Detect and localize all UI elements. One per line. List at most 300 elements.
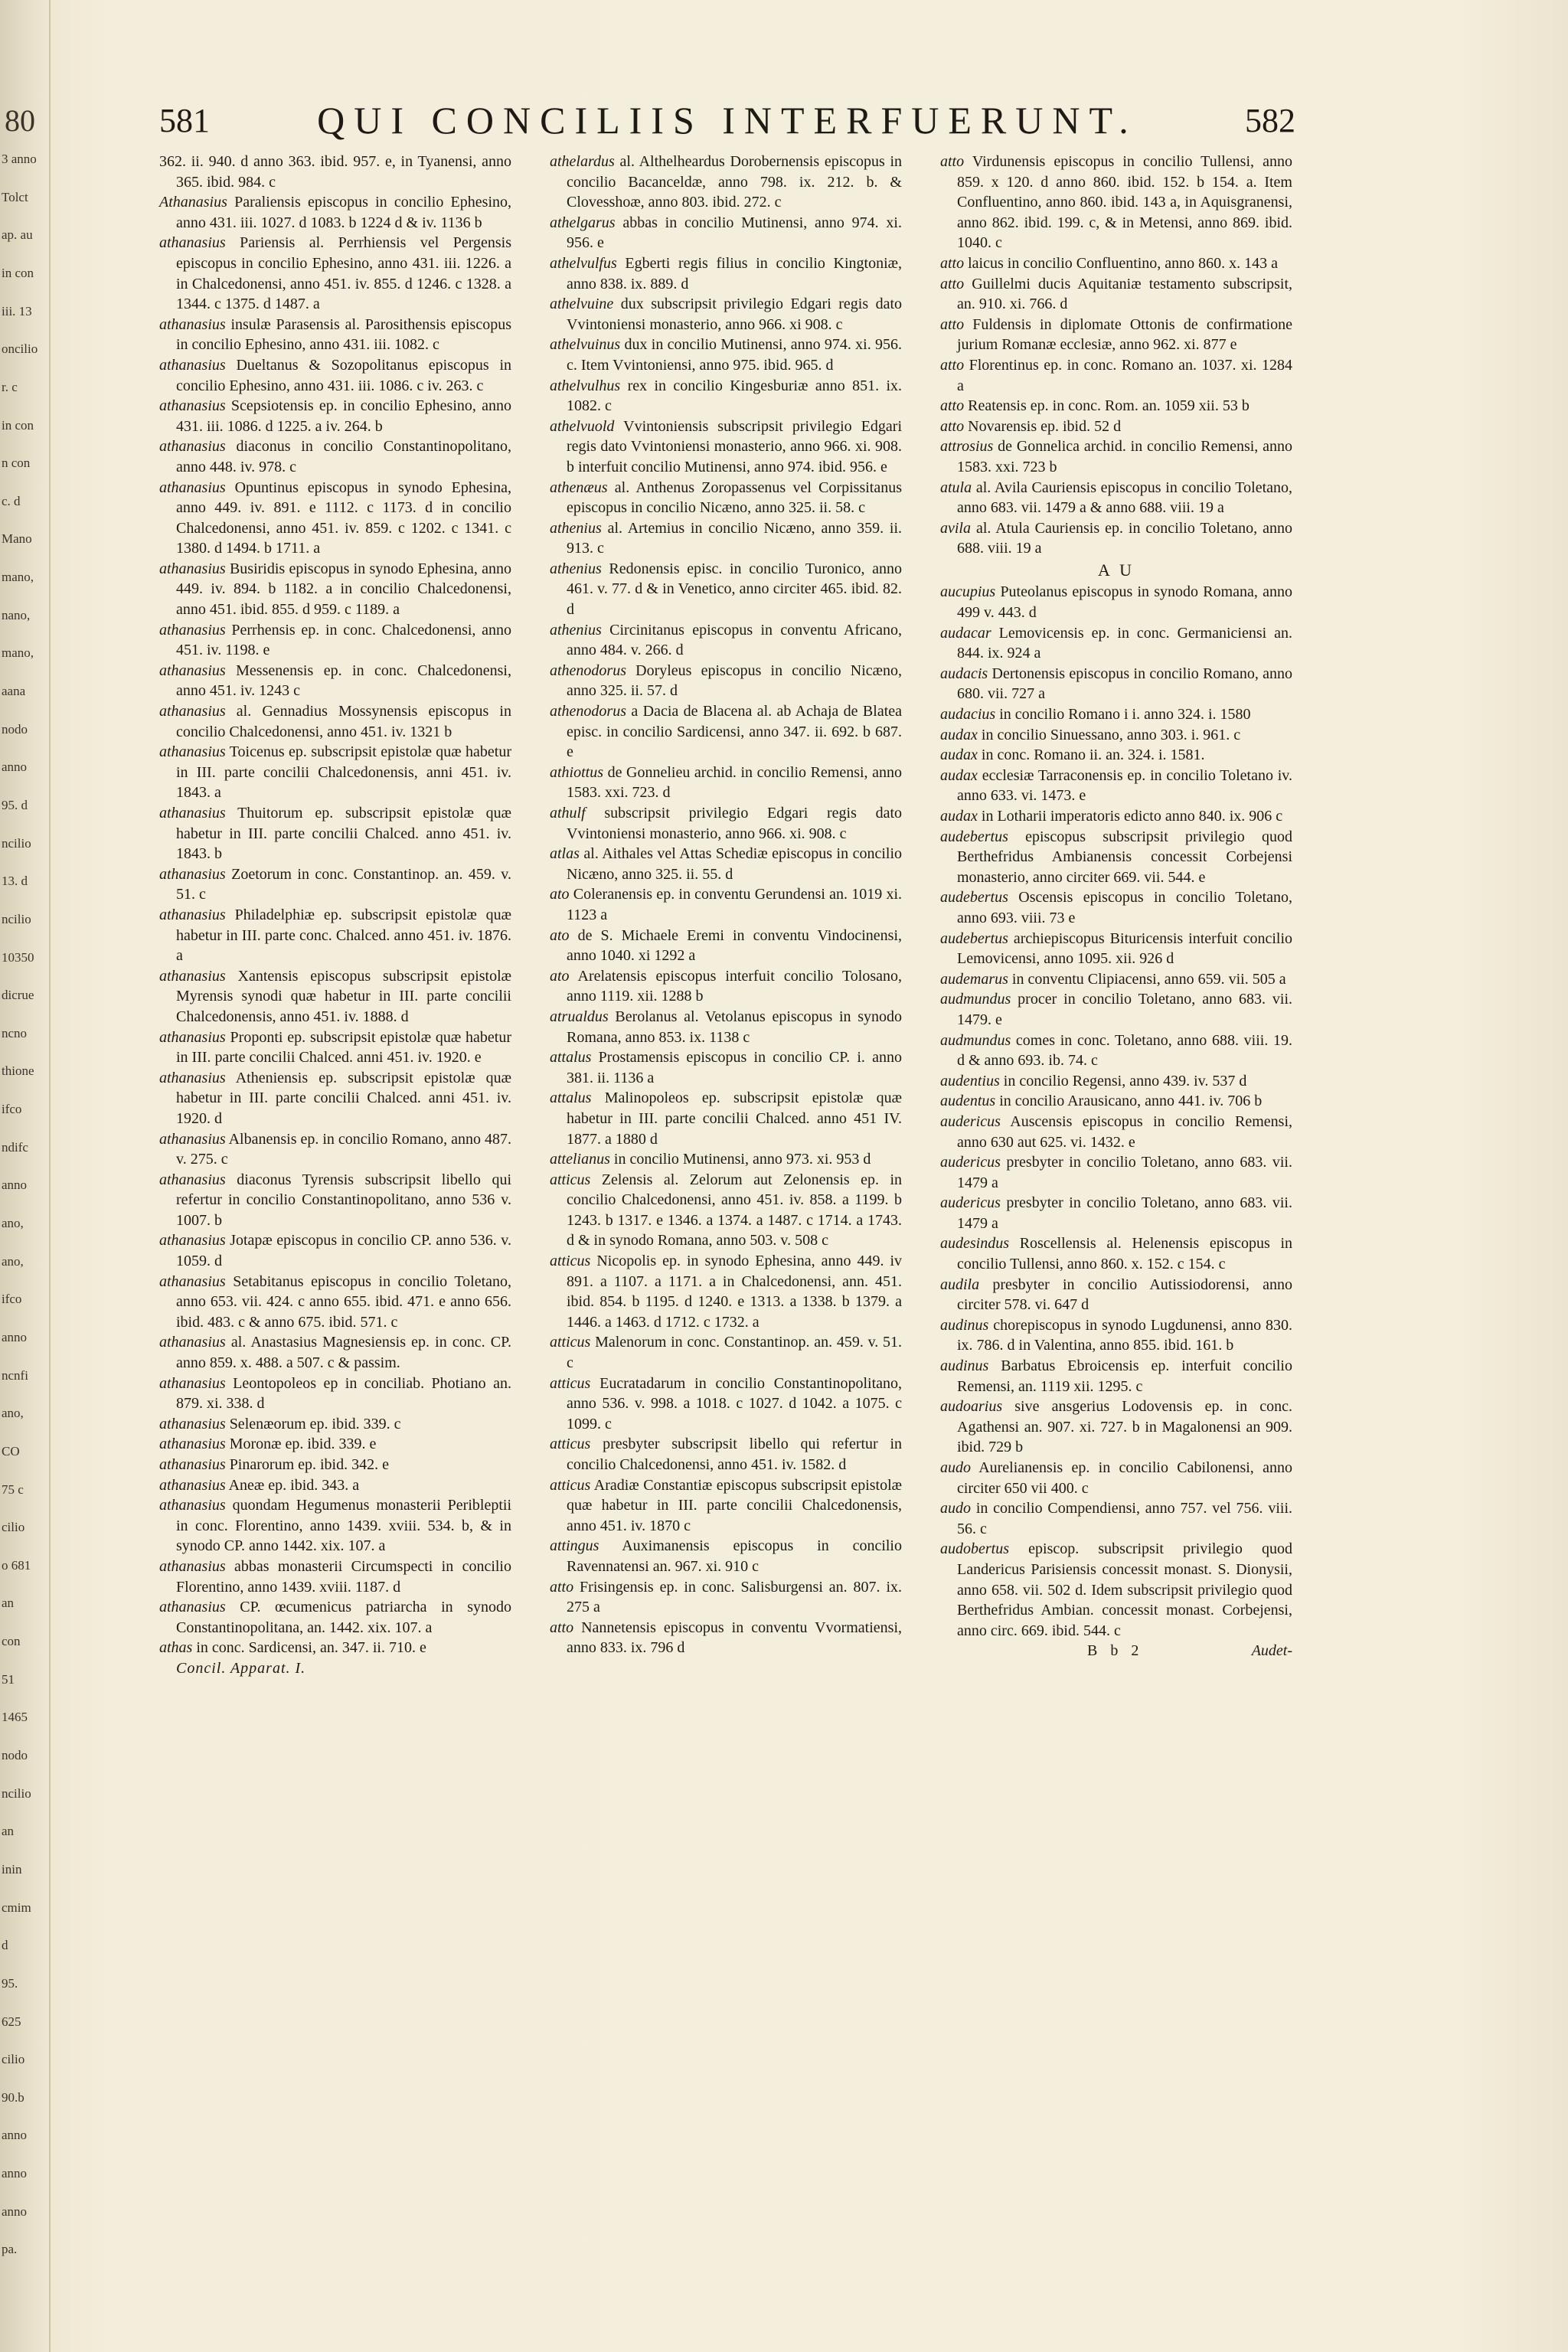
entry-text: presbyter subscripsit libello qui refertur in concilio Chalcedonensi, anno 451. iv. 1582. d xyxy=(567,1436,903,1473)
index-entry xyxy=(159,1557,511,1597)
entry-headword: athanasius xyxy=(159,1436,226,1453)
entry-text: Puteolanus episcopus in synodo Romana, anno 499 v. 443. d xyxy=(957,583,1292,622)
entry-headword: atticus xyxy=(550,1253,591,1270)
entry-text: Circinitanus episcopus in conventu Africano, anno 484. v. 266. d xyxy=(567,621,903,659)
entry-headword: atto xyxy=(940,153,965,170)
previous-page-fragment: o 681 xyxy=(2,1557,31,1573)
entry-headword: atticus xyxy=(550,1476,591,1494)
entry-text: de S. Michaele Eremi in conventu Vindocinensi, anno 1040. xi 1292 a xyxy=(567,926,902,965)
right-page-number: 582 xyxy=(1245,102,1295,139)
previous-page-fragment: anno xyxy=(2,760,28,775)
entry-headword: athanasius xyxy=(159,1374,226,1392)
entry-text: Malenorum in conc. Constantinop. an. 459. v. 51. c xyxy=(567,1334,903,1372)
running-title: QUI CONCILIIS INTERFUERUNT. xyxy=(317,99,1138,142)
previous-page-fragment: mano, xyxy=(2,645,34,661)
index-entry xyxy=(550,844,902,884)
entry-text: sive ansgerius Lodovensis ep. in conc. Agathensi an. 907. xi. 727. b in Magalonensi an 909. ibid. 729 b xyxy=(957,1398,1292,1456)
entry-headword: athelvulfus xyxy=(550,254,617,272)
entry-text: de Gonnelica archid. in concilio Remensi, anno 1583. xxi. 723 b xyxy=(957,438,1293,475)
previous-page-fragment: anno xyxy=(2,2128,28,2143)
previous-page-fragment: ndifc xyxy=(2,1139,28,1155)
index-entry xyxy=(940,396,1292,416)
previous-page-fragment: anno xyxy=(2,1178,28,1193)
entry-text: Aradiæ Constantiæ episcopus subscripsit epistolæ quæ habetur in III. parte concilii Chalcedonensis, anno 451. iv. 1870 c xyxy=(567,1476,902,1534)
previous-page-fragment: aana xyxy=(2,684,26,698)
previous-page-fragment: cmim xyxy=(2,1900,31,1915)
index-entry xyxy=(940,436,1292,477)
entry-text: insulæ Parasensis al. Parosithensis episcopus in concilio Ephesino, anno 431. iii. 1082. c xyxy=(176,315,511,354)
entry-headword: athanasius xyxy=(159,621,226,639)
entry-text: Aurelianensis ep. in concilio Cabilonensi, anno circiter 650 vii 400. c xyxy=(957,1459,1292,1497)
index-entry xyxy=(940,989,1292,1030)
index-entry xyxy=(940,1031,1292,1071)
entry-headword: athanasius xyxy=(159,1130,226,1148)
index-entry xyxy=(940,806,1292,827)
previous-page-fragment: mano, xyxy=(2,570,34,585)
index-entry xyxy=(940,887,1292,928)
index-entry xyxy=(550,253,902,294)
entry-text: dux subscripsit privilegio Edgari regis dato Vvintoniensi monasterio, anno 966. xi 908. c xyxy=(567,296,903,333)
previous-page-fragment: dicrue xyxy=(2,988,34,1003)
index-entry xyxy=(940,1275,1292,1315)
previous-page-fragment: in con xyxy=(2,265,34,280)
entry-text: Moronæ ep. ibid. 339. e xyxy=(229,1436,377,1453)
entry-headword: athelardus xyxy=(550,153,615,170)
index-entry xyxy=(940,478,1292,518)
index-entry xyxy=(550,620,902,661)
entry-text: ecclesiæ Tarraconensis ep. in concilio Toletano iv. anno 633. vi. 1473. e xyxy=(957,766,1292,805)
entry-text: abbas in concilio Mutinensi, anno 974. xi. 956. e xyxy=(567,214,902,252)
entry-text: Auscensis episcopus in concilio Remensi, anno 630 aut 625. vi. 1432. e xyxy=(957,1112,1293,1151)
index-entry xyxy=(940,1233,1292,1274)
entry-headword: athenodorus xyxy=(550,703,626,720)
index-entry xyxy=(940,1356,1292,1396)
entry-headword: audax xyxy=(940,726,978,743)
entry-text: archiepiscopus Bituricensis interfuit concilio Lemovicensi, anno 1095. xii. 926 d xyxy=(957,929,1292,968)
entry-text: Florentinus ep. in conc. Romano an. 1037. xi. 1284 a xyxy=(957,356,1292,394)
previous-page-number: 80 xyxy=(5,104,35,138)
entry-text: Thuitorum ep. subscripsit epistolæ quæ habetur in III. parte concilii Chalced. anno 451. iv. 1843. b xyxy=(176,805,511,863)
index-entry xyxy=(159,1475,511,1496)
entry-headword: athanasius xyxy=(159,703,226,720)
entry-headword: atticus xyxy=(550,1171,591,1188)
index-entry xyxy=(159,864,511,905)
entry-text: Barbatus Ebroicensis ep. interfuit concilio Remensi, an. 1119 xii. 1295. c xyxy=(957,1357,1292,1395)
entry-headword: audo xyxy=(940,1459,971,1476)
entry-headword: audmundus xyxy=(940,1031,1011,1049)
previous-page-fragment: iii. 13 xyxy=(2,303,32,318)
entry-headword: athanasius xyxy=(159,1069,226,1086)
previous-page-fragment: anno xyxy=(2,1329,28,1344)
index-entry xyxy=(940,1071,1292,1092)
previous-page-fragment: anno xyxy=(2,2203,28,2219)
previous-page-fragment: Mano xyxy=(2,531,32,547)
previous-page-fragment: pa. xyxy=(2,2242,18,2257)
entry-headword: athanasius xyxy=(159,315,226,333)
entry-headword: athanasius xyxy=(159,743,226,761)
entry-headword: audericus xyxy=(940,1194,1001,1212)
previous-page-fragment: ncilio xyxy=(2,835,31,851)
index-entry xyxy=(159,1272,511,1333)
entry-headword: ato xyxy=(550,886,570,903)
entry-headword: atlas xyxy=(550,845,580,863)
entry-headword: athanasius xyxy=(159,662,226,679)
entry-headword: athanasius xyxy=(159,906,226,923)
previous-page-fragment: 75 c xyxy=(2,1481,24,1497)
index-entry xyxy=(550,701,902,763)
index-entry xyxy=(550,763,902,803)
entry-headword: audebertus xyxy=(940,929,1008,947)
entry-headword: Athanasius xyxy=(159,194,227,211)
previous-page-fragment: cilio xyxy=(2,1520,25,1535)
entry-text: in concilio Mutinensi, anno 973. xi. 953 d xyxy=(613,1151,871,1168)
running-head xyxy=(159,98,1295,144)
index-entry xyxy=(550,1536,902,1576)
entry-headword: athanasius xyxy=(159,1171,226,1188)
entry-headword: audebertus xyxy=(940,828,1008,845)
entry-text: Arelatensis episcopus interfuit concilio Tolosano, anno 1119. xii. 1288 b xyxy=(567,967,902,1005)
index-entry xyxy=(940,582,1292,622)
index-entry xyxy=(159,1068,511,1129)
previous-page-fragment: 13. d xyxy=(2,874,28,889)
index-entry xyxy=(159,620,511,661)
index-entry xyxy=(940,1315,1292,1356)
entry-headword: athanasius xyxy=(159,865,226,883)
entry-headword: atto xyxy=(940,275,965,292)
entry-text: de Gonnelieu archid. in concilio Remensi, anno 1583. xxi. 723. d xyxy=(567,763,903,802)
signature-mark: B b 2 xyxy=(1087,1642,1144,1660)
entry-headword: attrosius xyxy=(940,438,994,456)
index-entry xyxy=(550,1007,902,1047)
index-entry xyxy=(159,905,511,966)
entry-headword: athelvuold xyxy=(550,417,615,435)
entry-text: presbyter in concilio Toletano, anno 683. vii. 1479 a xyxy=(957,1194,1292,1232)
entry-text: in concilio Sinuessano, anno 303. i. 961. c xyxy=(981,726,1241,743)
index-entry xyxy=(940,1396,1292,1458)
entry-headword: atticus xyxy=(550,1436,591,1453)
entry-headword: attalus xyxy=(550,1089,592,1107)
index-entry xyxy=(940,1112,1292,1152)
entry-text: Perrhensis ep. in conc. Chalcedonensi, anno 451. iv. 1198. e xyxy=(176,621,511,659)
entry-text: in concilio Romano i i. anno 324. i. 1580 xyxy=(999,706,1251,724)
index-entry xyxy=(159,1597,511,1638)
catchword: Audet- xyxy=(1251,1642,1292,1660)
entry-text: Doryleus episcopus in concilio Nicæno, anno 325. ii. 57. d xyxy=(567,662,902,700)
entry-text: Fuldensis in diplomate Ottonis de confirmatione jurium Romanæ ecclesiæ, anno 962. xi. 877 e xyxy=(957,315,1293,354)
index-entry xyxy=(940,704,1292,725)
previous-page-fragment: ifco xyxy=(2,1292,22,1307)
index-entry xyxy=(550,1374,902,1435)
index-entry xyxy=(159,1374,511,1414)
entry-headword: atto xyxy=(940,397,965,415)
index-entry xyxy=(550,213,902,253)
entry-text: Selenæorum ep. ibid. 339. c xyxy=(229,1415,401,1432)
previous-page-fragment: ncno xyxy=(2,1025,28,1040)
volume-footer: Concil. Apparat. I. xyxy=(176,1659,306,1677)
entry-headword: athanasius xyxy=(159,1476,226,1494)
entry-headword: ato xyxy=(550,926,570,944)
entry-headword: athanasius xyxy=(159,805,226,822)
index-entry xyxy=(940,1498,1292,1539)
entry-text: Lemovicensis ep. in conc. Germaniciensi an. 844. ix. 924 a xyxy=(957,624,1293,662)
entry-text: Redonensis episc. in concilio Turonico, anno 461. v. 77. d & in Venetico, anno circiter 465. ibid. 82. d xyxy=(567,560,902,619)
index-entry xyxy=(550,1251,902,1332)
entry-text: in concilio Regensi, anno 439. iv. 537 d xyxy=(1003,1072,1247,1089)
entry-text: episcopus subscripsit privilegio quod Berthefridus Ambianensis concessit Corbejensi monasterio, anno circiter 669. vii. 544. e xyxy=(957,828,1293,886)
entry-text: Atheniensis ep. subscripsit epistolæ quæ habetur in III. parte concilii Chalced. anni 451. iv. 1920. d xyxy=(176,1069,511,1127)
entry-headword: aucupius xyxy=(940,583,996,601)
entry-text: Opuntinus episcopus in synodo Ephesina, anno 449. iv. 891. e 1112. c 1173. d in concilio Chalcedonensi, anno 451. iv. 859. c 1202. c 1341. c 1380. d 1494. b 1711. a xyxy=(176,479,511,557)
entry-headword: audacar xyxy=(940,624,991,642)
index-entry xyxy=(940,253,1292,274)
entry-text: a Dacia de Blacena al. ab Achaja de Blatea episc. in concilio Sardicensi, anno 347. ii. 692. b 687. e xyxy=(567,703,903,761)
previous-page-fragment: con xyxy=(2,1634,21,1649)
previous-page-fragment: an xyxy=(2,1596,15,1611)
entry-headword: athulf xyxy=(550,805,586,822)
index-entry xyxy=(550,661,902,701)
entry-text: Reatensis ep. in conc. Rom. an. 1059 xii. 53 b xyxy=(968,397,1250,415)
entry-text: al. Gennadius Mossynensis episcopus in concilio Chalcedonensi, anno 451. iv. 1321 b xyxy=(176,703,511,740)
entry-text: Nannetensis episcopus in conventu Vvormatiensi, anno 833. ix. 796 d xyxy=(567,1619,903,1657)
entry-headword: athiottus xyxy=(550,763,604,781)
entry-text: Paraliensis episcopus in concilio Ephesino, anno 431. iii. 1027. d 1083. b 1224 d & iv. 1136 b xyxy=(176,194,511,231)
index-entry xyxy=(940,623,1292,664)
entry-headword: audinus xyxy=(940,1357,989,1375)
entry-text: Roscellensis al. Helenensis episcopus in concilio Tullensi, anno 860. x. 152. c 154. c xyxy=(957,1235,1292,1273)
entry-headword: athanasius xyxy=(159,1497,226,1514)
entry-text: Zoetorum in conc. Constantinop. an. 459. v. 51. c xyxy=(176,865,511,903)
entry-headword: avila xyxy=(940,519,971,537)
entry-text: rex in concilio Kingesburiæ anno 851. ix. 1082. c xyxy=(567,377,902,415)
entry-text: Dueltanus & Sozopolitanus episcopus in concilio Ephesino, anno 431. iii. 1086. c iv. 263. c xyxy=(176,356,511,394)
entry-text: al. Anastasius Magnesiensis ep. in conc. CP. anno 859. x. 488. a 507. c & passim. xyxy=(176,1334,512,1372)
entry-headword: athanasius xyxy=(159,1232,226,1250)
entry-headword: athenodorus xyxy=(550,662,626,679)
index-entry xyxy=(550,1170,902,1251)
index-entry xyxy=(550,1047,902,1088)
entry-text: procer in concilio Toletano, anno 683. vii. 1479. e xyxy=(957,991,1293,1028)
entry-headword: atula xyxy=(940,479,972,496)
index-entry xyxy=(940,152,1292,253)
index-entry xyxy=(159,966,511,1027)
entry-headword: athanasius xyxy=(159,1028,226,1046)
entry-text: Egberti regis filius in concilio Kingtoniæ, anno 838. ix. 889. d xyxy=(567,254,902,292)
entry-text: Pariensis al. Perrhiensis vel Pergensis episcopus in concilio Ephesino, anno 431. iii. 1226. a in Chalcedonensi, anno 451. iv. 855. d 1246. c 1328. a 1344. c 1375. d 1487. a xyxy=(176,234,512,313)
previous-page-fragment: 51 xyxy=(2,1671,15,1687)
index-entry xyxy=(159,478,511,559)
index-entry xyxy=(940,1152,1292,1193)
entry-text: presbyter in concilio Toletano, anno 683. vii. 1479 a xyxy=(957,1154,1292,1191)
page-footer xyxy=(940,1641,1292,1661)
entry-text: Vvintoniensis subscripsit privilegio Edgari regis dato Vvintoniensi monasterio, anno 966. xi. 908. b interfuit concilio Mutinensi, anno 974. ibid. 956. e xyxy=(567,417,902,475)
previous-page-fragment: n con xyxy=(2,456,31,471)
entry-headword: atto xyxy=(550,1619,574,1636)
entry-headword: audax xyxy=(940,766,978,784)
entry-headword: atto xyxy=(940,254,965,272)
previous-page-fragment: ncilio xyxy=(2,1785,31,1801)
entry-text: Novarensis ep. ibid. 52 d xyxy=(968,417,1122,435)
entry-text: al. Artemius in concilio Nicæno, anno 359. ii. 913. c xyxy=(567,519,903,557)
entry-headword: audacis xyxy=(940,665,988,682)
entry-text: in Lotharii imperatoris edicto anno 840. ix. 906 c xyxy=(981,808,1283,825)
previous-page-fragment: ncilio xyxy=(2,911,31,926)
entry-headword: attalus xyxy=(550,1049,592,1067)
entry-text: Busiridis episcopus in synodo Ephesina, anno 449. iv. 894. b 1182. a in concilio Chalcedonensi, anno 451. ibid. 855. d 959. c 1189. a xyxy=(176,560,512,619)
entry-headword: atrualdus xyxy=(550,1008,609,1025)
previous-page-fragment: nano, xyxy=(2,607,31,622)
previous-page-fragment: cilio xyxy=(2,2052,25,2067)
index-entry xyxy=(940,518,1292,559)
entry-headword: audericus xyxy=(940,1112,1001,1130)
entry-text: Proponti ep. subscripsit epistolæ quæ habetur in III. parte concilii Chalced. anni 451. iv. 1920. e xyxy=(176,1028,512,1067)
index-entry xyxy=(550,926,902,966)
index-entry xyxy=(550,1088,902,1149)
index-entry xyxy=(550,416,902,478)
entry-headword: attingus xyxy=(550,1537,599,1555)
previous-page-fragment: ap. au xyxy=(2,227,33,243)
entry-headword: athelvulhus xyxy=(550,377,621,394)
previous-page-fragment: in con xyxy=(2,417,34,433)
entry-text: Setabitanus episcopus in concilio Toletano, anno 653. vii. 424. c anno 655. ibid. 471. e anno 656. ibid. 483. c & anno 675. ibid. 571. c xyxy=(176,1272,512,1331)
entry-text: comes in conc. Toletano, anno 688. viii. 19. d & anno 693. ib. 74. c xyxy=(957,1031,1292,1070)
entry-headword: audo xyxy=(940,1500,971,1517)
index-entry xyxy=(940,315,1292,355)
index-entry xyxy=(550,1434,902,1475)
index-entry xyxy=(159,1495,511,1557)
entry-headword: atto xyxy=(940,356,965,374)
index-entry xyxy=(159,1455,511,1475)
entry-text: presbyter in concilio Autissiodorensi, anno circiter 578. vi. 647 d xyxy=(957,1276,1292,1314)
entry-text: Aneæ ep. ibid. 343. a xyxy=(228,1476,360,1494)
entry-headword: athanasius xyxy=(159,1557,226,1575)
entry-text: Berolanus al. Vetolanus episcopus in synodo Romana, anno 853. ix. 1138 c xyxy=(567,1008,903,1046)
entry-headword: audemarus xyxy=(940,970,1008,988)
entry-headword: athenius xyxy=(550,560,602,577)
entry-text: Coleranensis ep. in conventu Gerundensi an. 1019 xi. 1123 a xyxy=(567,886,902,923)
index-entry xyxy=(550,884,902,925)
entry-text: Scepsiotensis ep. in concilio Ephesino, anno 431. iii. 1086. d 1225. a iv. 264. b xyxy=(176,397,511,435)
index-entry xyxy=(550,1149,902,1170)
entry-headword: athanasius xyxy=(159,438,226,456)
entry-headword: athanasius xyxy=(159,1456,226,1473)
previous-page-fragment: CO xyxy=(2,1443,20,1459)
index-entry xyxy=(940,745,1292,766)
index-entry xyxy=(159,1434,511,1455)
index-entry xyxy=(159,1332,511,1373)
entry-headword: athanasius xyxy=(159,1599,226,1616)
entry-headword: athanasius xyxy=(159,397,226,415)
entry-headword: athenæus xyxy=(550,479,608,496)
previous-page-fragment: inin xyxy=(2,1861,22,1877)
entry-text: Dertonensis episcopus in concilio Romano, anno 680. vii. 727 a xyxy=(957,665,1293,703)
entry-headword: audebertus xyxy=(940,889,1008,906)
entry-headword: athas xyxy=(159,1639,193,1657)
index-entry xyxy=(940,725,1292,746)
entry-headword: athelgarus xyxy=(550,214,616,231)
previous-page-fragment: Tolct xyxy=(2,189,28,204)
entry-headword: athanasius xyxy=(159,1272,226,1290)
previous-page-fragment: oncilio xyxy=(2,341,38,357)
entry-text: Xantensis episcopus subscripsit epistolæ Myrensis synodi quæ habetur in III. parte concilii Chalcedonensis, anno 451. iv. 1888. d xyxy=(176,967,512,1025)
index-entry xyxy=(940,1193,1292,1233)
entry-headword: attelianus xyxy=(550,1151,610,1168)
entry-headword: audericus xyxy=(940,1154,1001,1171)
previous-page-fragment: 3 anno xyxy=(2,152,37,166)
index-entry xyxy=(550,1475,902,1537)
entry-text: in concilio Compendiensi, anno 757. vel 756. viii. 56. c xyxy=(957,1500,1292,1537)
index-entry xyxy=(550,966,902,1007)
entry-text: al. Althelheardus Dorobernensis episcopus in concilio Bacanceldæ, anno 798. ix. 212. b. & Clovesshoæ, anno 803. ibid. 272. c xyxy=(567,153,903,211)
entry-text: quondam Hegumenus monasterii Peribleptii in conc. Florentino, anno 1439. xviii. 534. b, & in synodo CP. anno 1442. xix. 107. a xyxy=(176,1497,512,1555)
entry-headword: audesindus xyxy=(940,1235,1009,1253)
entry-text: in concilio Arausicano, anno 441. iv. 706 b xyxy=(999,1093,1263,1110)
index-entry xyxy=(159,192,511,233)
index-entry xyxy=(159,436,511,477)
index-entry xyxy=(550,1332,902,1373)
entry-headword: atto xyxy=(550,1578,574,1596)
index-entry xyxy=(159,1129,511,1170)
index-entry xyxy=(159,803,511,864)
previous-page-fragment: anno xyxy=(2,2166,28,2181)
previous-page-fragment: ano, xyxy=(2,1253,24,1269)
entry-text: diaconus in concilio Constantinopolitano, anno 448. iv. 978. c xyxy=(176,438,512,475)
entry-headword: athanasius xyxy=(159,1334,226,1351)
entry-text: Frisingensis ep. in conc. Salisburgensi an. 807. ix. 275 a xyxy=(567,1578,903,1616)
entry-text: Virdunensis episcopus in concilio Tullensi, anno 859. x 120. d anno 860. ibid. 152. b 154. a. Item Confluentino, anno 860. ibid. 143 a, in Aquisgranensi, anno 862. ibid. 199. c, & in Metensi, anno 869. ibid. 1040. c xyxy=(957,153,1292,252)
entry-text: al. Aithales vel Attas Schediæ episcopus in concilio Nicæno, anno 325. ii. 55. d xyxy=(567,845,902,883)
index-entry xyxy=(159,1638,511,1658)
entry-text: Toicenus ep. subscripsit epistolæ quæ habetur in III. parte concilii Chalcedonensis, anni 451. iv. 1843. a xyxy=(176,743,511,802)
index-entry xyxy=(550,518,902,559)
entry-text: CP. œcumenicus patriarcha in synodo Constantinopolitana, an. 1442. xix. 107. a xyxy=(176,1599,511,1636)
index-entry xyxy=(159,661,511,701)
entry-text: in conc. Sardicensi, an. 347. ii. 710. e xyxy=(196,1639,426,1657)
entry-text: in conventu Clipiacensi, anno 659. vii. 505 a xyxy=(1011,970,1286,988)
index-entry xyxy=(159,315,511,355)
entry-headword: athenius xyxy=(550,621,602,639)
entry-headword: atticus xyxy=(550,1374,591,1392)
column-right xyxy=(940,152,1292,1661)
index-entry xyxy=(940,1091,1292,1112)
index-entry xyxy=(940,664,1292,704)
index-entry xyxy=(940,1458,1292,1498)
index-entry xyxy=(159,1170,511,1231)
index-entry xyxy=(550,478,902,518)
entry-text: in conc. Romano ii. an. 324. i. 1581. xyxy=(981,746,1205,764)
index-entry xyxy=(550,803,902,844)
column-left xyxy=(159,152,511,1679)
entry-headword: audax xyxy=(940,746,978,764)
entry-text: Albanensis ep. in concilio Romano, anno 487. v. 275. c xyxy=(176,1130,511,1168)
entry-text: abbas monasterii Circumspecti in concilio Florentino, anno 1439. xviii. 1187. d xyxy=(176,1557,511,1596)
previous-page-fragment: ncnfi xyxy=(2,1367,28,1383)
index-entry xyxy=(940,766,1292,806)
index-entry xyxy=(159,1414,511,1435)
entry-headword: audila xyxy=(940,1276,980,1293)
entry-headword: audoarius xyxy=(940,1398,1003,1416)
index-entry xyxy=(940,969,1292,990)
entry-text: al. Anthenus Zoropassenus vel Corpissitanus episcopus in concilio Nicæno, anno 325. ii. 58. c xyxy=(567,479,902,517)
entry-headword: athelvuinus xyxy=(550,336,621,354)
previous-page-edge xyxy=(0,0,51,2352)
left-page-number: 581 xyxy=(159,102,210,139)
entry-headword: athenius xyxy=(550,519,602,537)
previous-page-fragment: 90.b xyxy=(2,2089,24,2105)
entry-text: episcop. subscripsit privilegio quod Landericus Parisiensis concessit monast. S. Dionysii, anno 658. vii. 502 d. Idem subscripsit privilegio quod Berthefridus Ambian. concessit monast. Corbejensi, anno circ. 669. ibid. 544. c xyxy=(957,1540,1293,1639)
index-entry xyxy=(550,152,902,213)
entry-headword: atto xyxy=(940,315,965,333)
entry-headword: athanasius xyxy=(159,479,226,496)
